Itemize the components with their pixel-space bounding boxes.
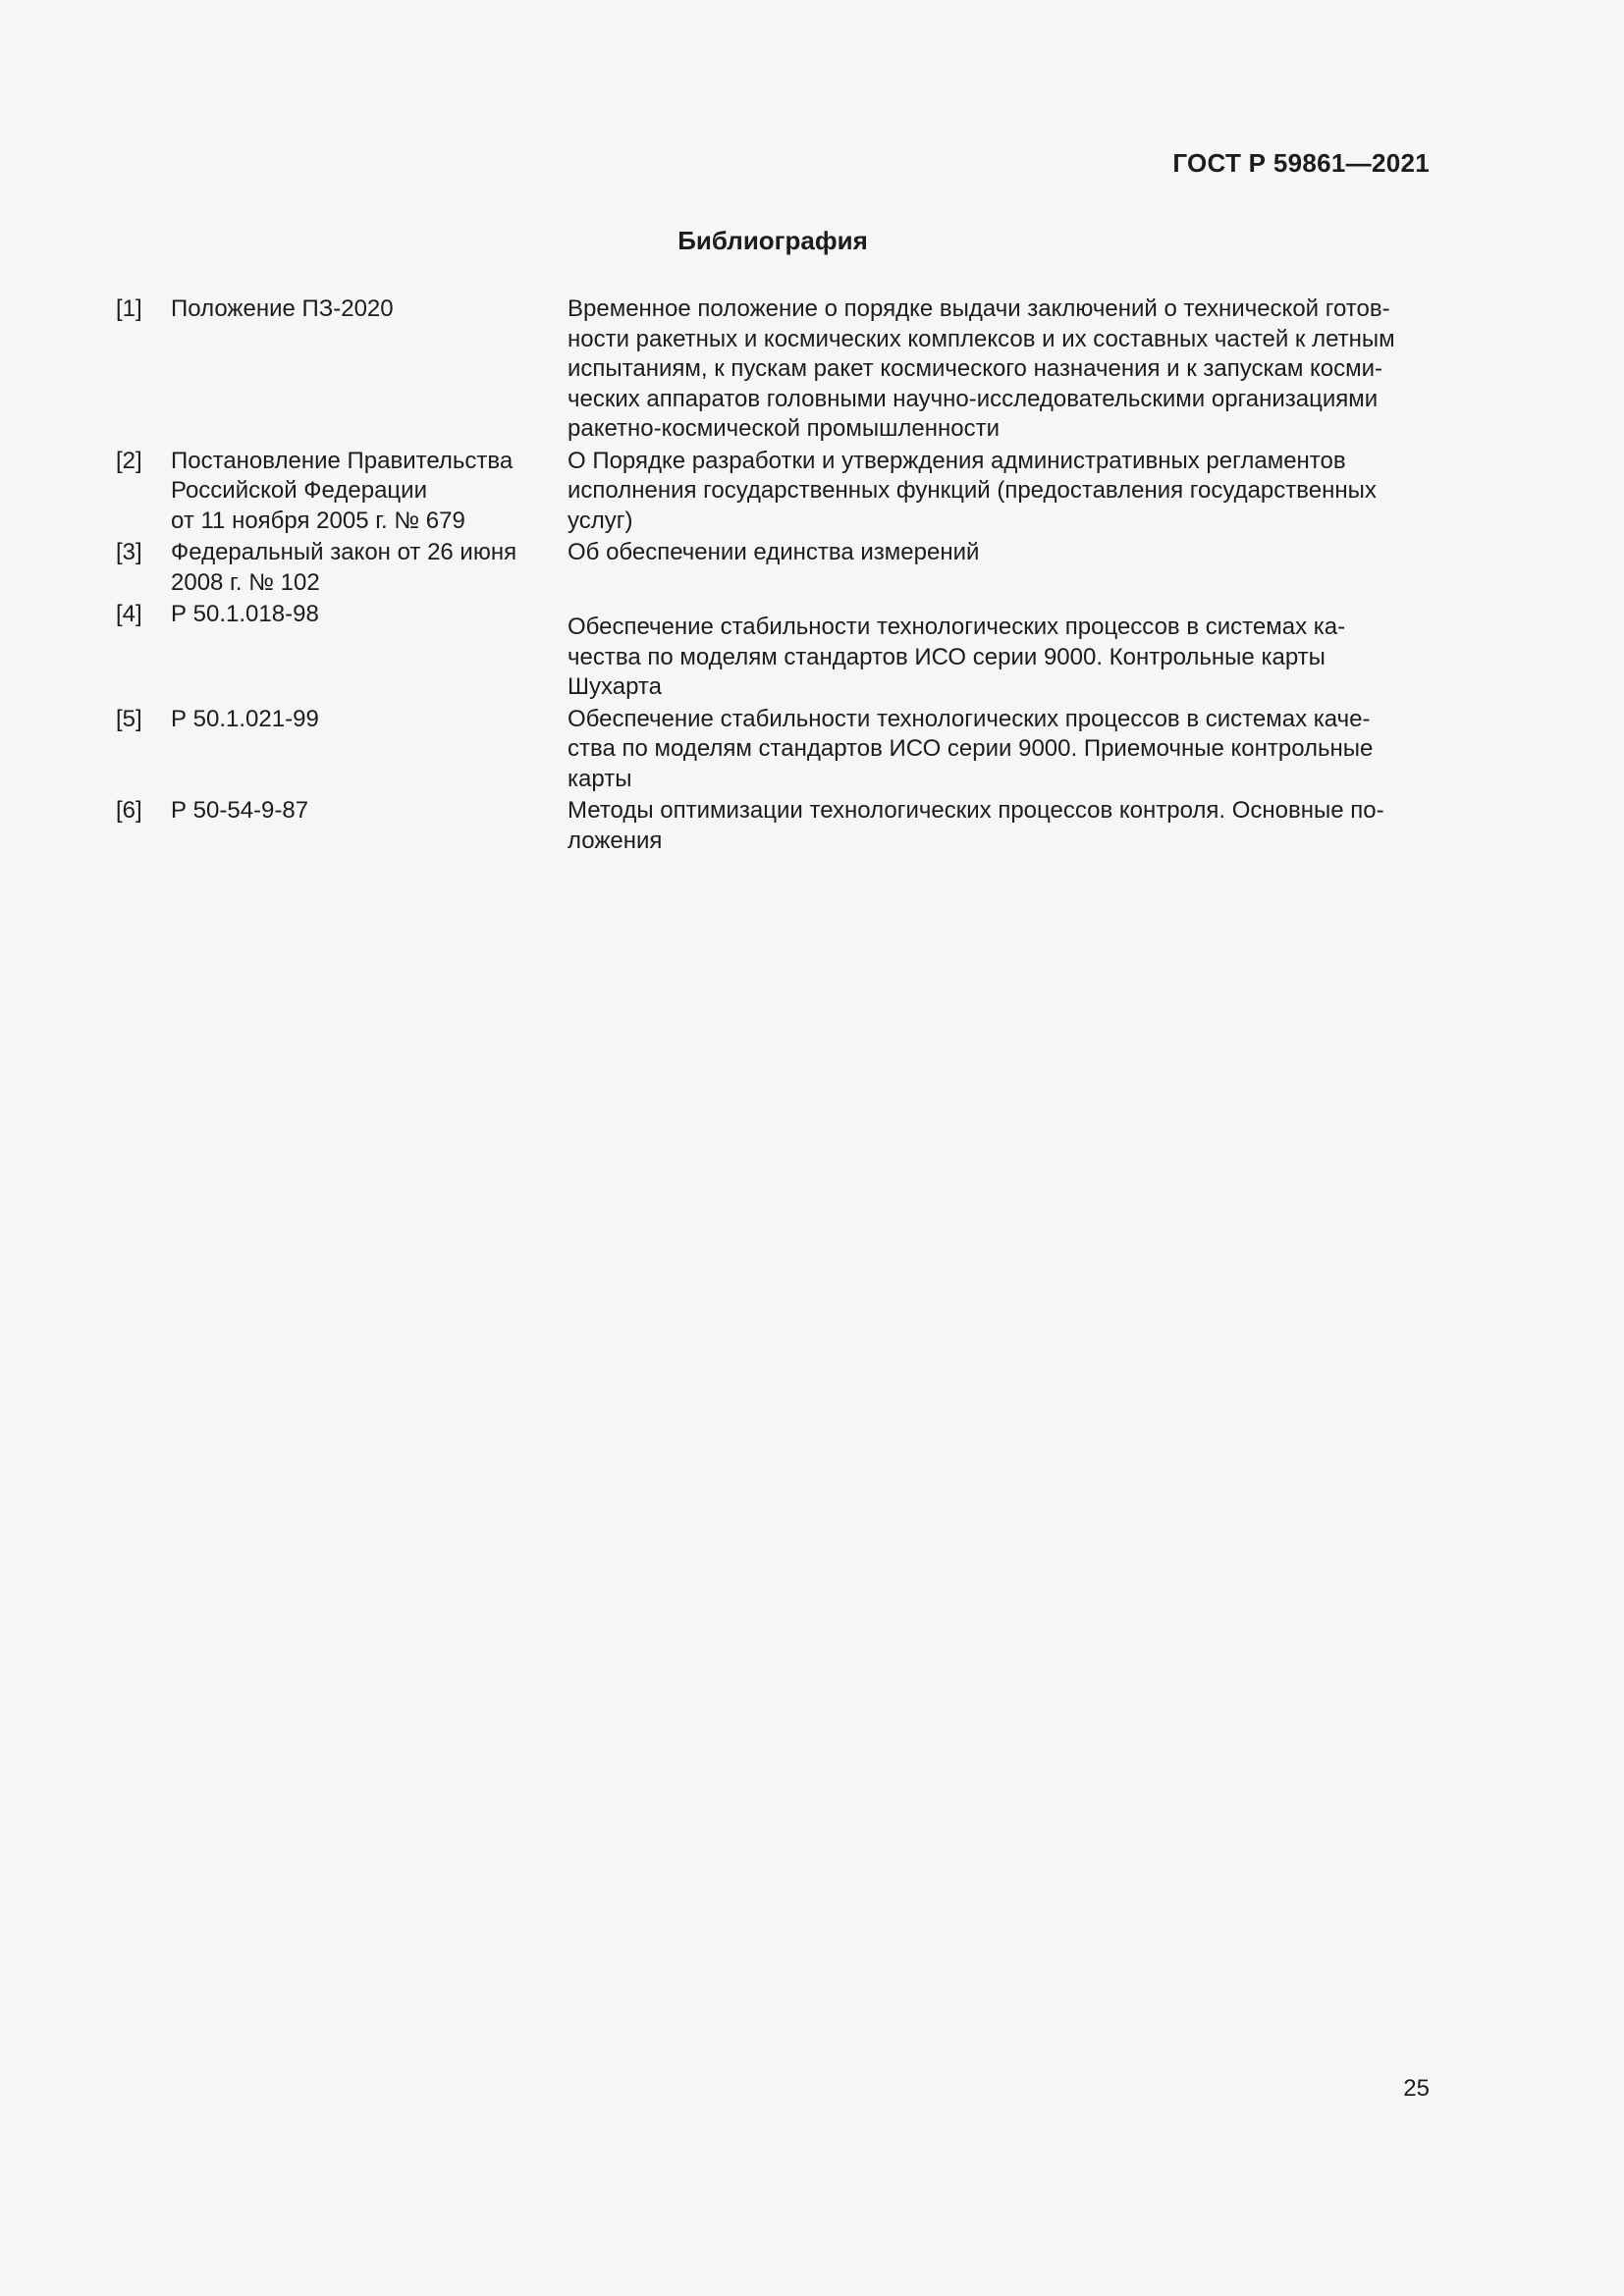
bibliography-entry [116,796,1430,856]
bibliography-entry [116,538,1430,598]
entry-description: Временное положение о порядке выдачи заключений о технической готов- ности ракетных и космических комплексов и их составных частей к летным испытаниям, к пускам ракет космического назначения и к запускам косми- ческих аппаратов головными научно-исследовательскими организациями ракетно-космической промышленности [568,295,1395,442]
entry-number: [6] [116,797,142,824]
entry-description: О Порядке разработки и утверждения административных регламентов исполнения государственных функций (предоставления государственных услуг) [568,447,1377,534]
entry-source: Федеральный закон от 26 июня 2008 г. № 102 [171,539,517,596]
bibliography-title: Библиография [677,226,868,255]
entry-description: Об обеспечении единства измерений [568,539,980,565]
entry-source: Р 50.1.021-99 [171,705,319,732]
entry-source: Р 50-54-9-87 [171,797,309,824]
entry-source: Р 50.1.018-98 [171,601,319,627]
entry-description: Методы оптимизации технологических процессов контроля. Основные по- ложения [568,797,1384,854]
bibliography-entry [116,600,1430,703]
bibliography-entry [116,447,1430,537]
bibliography-entry [116,705,1430,795]
entry-source: Постановление Правительства Российской Федерации от 11 ноября 2005 г. № 679 [171,447,514,534]
entry-description: Обеспечение стабильности технологических процессов в системах ка- чества по моделям стандартов ИСО серии 9000. Контрольные карты Шухарта [568,614,1346,700]
entry-description: Обеспечение стабильности технологических процессов в системах каче- ства по моделям стандартов ИСО серии 9000. Приемочные контрольные карты [568,705,1374,792]
entry-number: [4] [116,601,142,627]
entry-number: [1] [116,295,142,322]
entry-source: Положение ПЗ-2020 [171,295,394,322]
bibliography-entry [116,294,1430,445]
entry-number: [2] [116,447,142,474]
document-code: ГОСТ Р 59861—2021 [1172,148,1430,178]
bibliography-list [116,294,1430,858]
page-number: 25 [1403,2075,1430,2102]
entry-number: [5] [116,705,142,732]
entry-number: [3] [116,539,142,565]
